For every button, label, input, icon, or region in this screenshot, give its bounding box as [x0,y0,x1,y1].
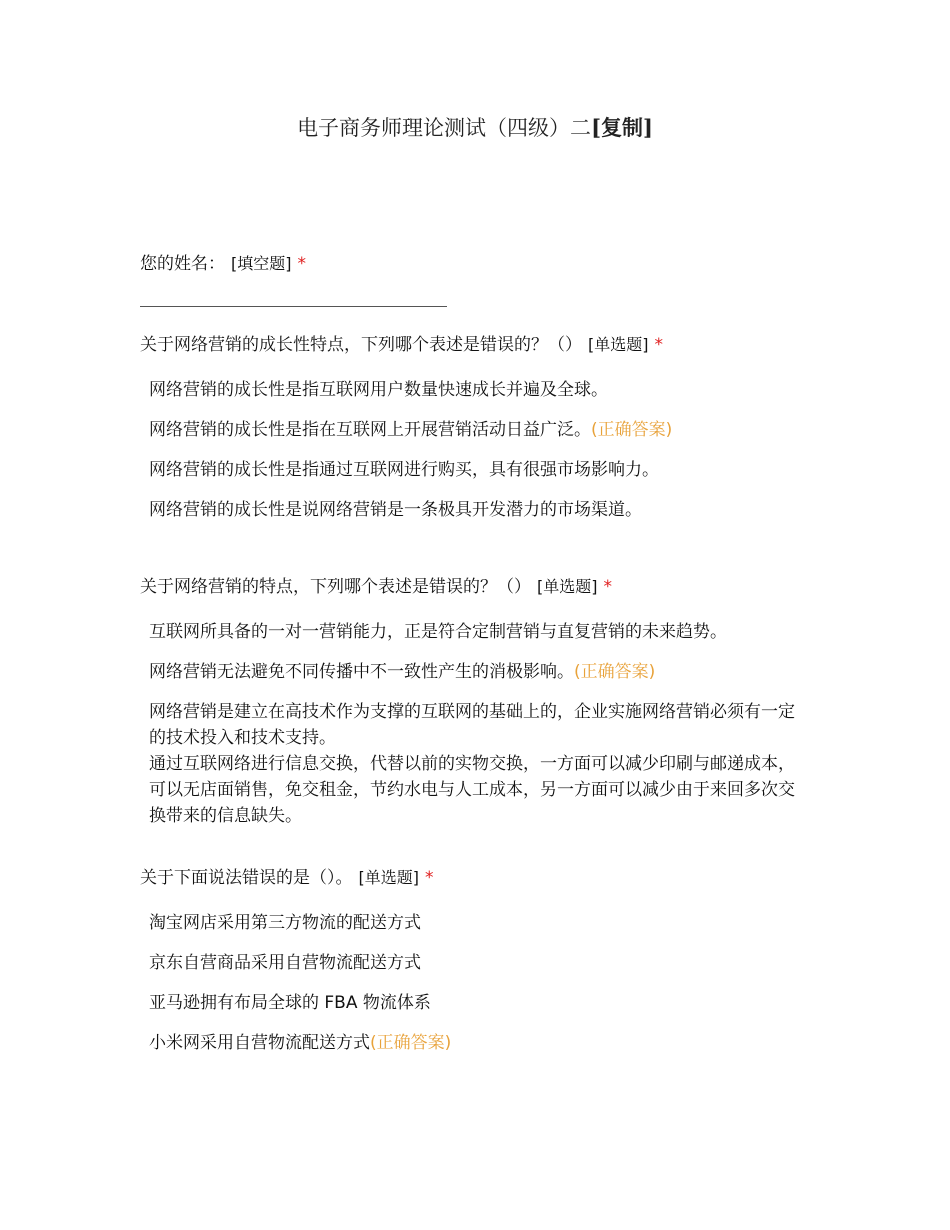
option[interactable] [149,619,809,645]
option-text: 网络营销的成长性是指互联网用户数量快速成长并遍及全球。 [149,380,608,400]
required-mark: * [654,335,663,355]
question-text: 关于网络营销的成长性特点，下列哪个表述是错误的？（） [140,335,582,355]
question-text: 关于下面说法错误的是（）。 [140,868,353,888]
question-type: [填空题] [231,254,292,273]
option[interactable] [149,950,809,976]
option-text: 网络营销的成长性是说网络营销是一条极具开发潜力的市场渠道。 [149,500,642,520]
option[interactable] [149,417,809,443]
option[interactable] [149,377,809,403]
page-title-tag: [复制] [591,115,653,140]
option[interactable] [149,659,809,685]
question-type: [单选题] [358,868,419,887]
option-text: 淘宝网店采用第三方物流的配送方式 [149,913,421,933]
question-4 [140,866,434,890]
question-type: [单选题] [537,577,598,596]
option[interactable] [149,990,809,1016]
option[interactable] [149,910,809,936]
question-4-options [149,910,809,1070]
correct-answer-mark: (正确答案) [574,662,656,682]
option[interactable] [149,699,809,751]
correct-answer-mark: (正确答案) [591,420,673,440]
question-text: 关于网络营销的特点，下列哪个表述是错误的？（） [140,577,531,597]
page-title-main: 电子商务师理论测试（四级）二 [297,116,592,140]
option-text: 网络营销的成长性是指在互联网上开展营销活动日益广泛。 [149,420,591,440]
option[interactable] [149,497,809,523]
option-text: 网络营销是建立在高技术作为支撑的互联网的基础上的，企业实施网络营销必须有一定的技术投入和技术支持。 [149,702,795,748]
option[interactable] [149,751,809,829]
question-2 [140,333,663,357]
required-mark: * [297,254,306,274]
required-mark: * [603,577,612,597]
option-text: 互联网所具备的一对一营销能力，正是符合定制营销与直复营销的未来趋势。 [149,622,727,642]
question-text: 您的姓名： [140,254,225,274]
option-text: 亚马逊拥有布局全球的 FBA 物流体系 [149,993,431,1013]
option[interactable] [149,457,809,483]
option-text: 小米网采用自营物流配送方式 [149,1033,370,1053]
question-name [140,252,306,276]
option[interactable] [149,1030,809,1056]
question-type: [单选题] [588,335,649,354]
question-2-options [149,377,809,537]
option-text: 网络营销无法避免不同传播中不一致性产生的消极影响。 [149,662,574,682]
question-3 [140,575,612,599]
correct-answer-mark: (正确答案) [370,1033,452,1053]
option-text: 京东自营商品采用自营物流配送方式 [149,953,421,973]
name-answer-line[interactable] [140,306,447,307]
required-mark: * [425,868,434,888]
question-3-options [149,619,809,829]
option-text: 网络营销的成长性是指通过互联网进行购买，具有很强市场影响力。 [149,460,659,480]
option-text: 通过互联网络进行信息交换，代替以前的实物交换，一方面可以减少印刷与邮递成本，可以无店面销售，免交租金，节约水电与人工成本，另一方面可以减少由于来回多次交换带来的信息缺失。 [149,754,795,826]
page-title [0,112,950,142]
